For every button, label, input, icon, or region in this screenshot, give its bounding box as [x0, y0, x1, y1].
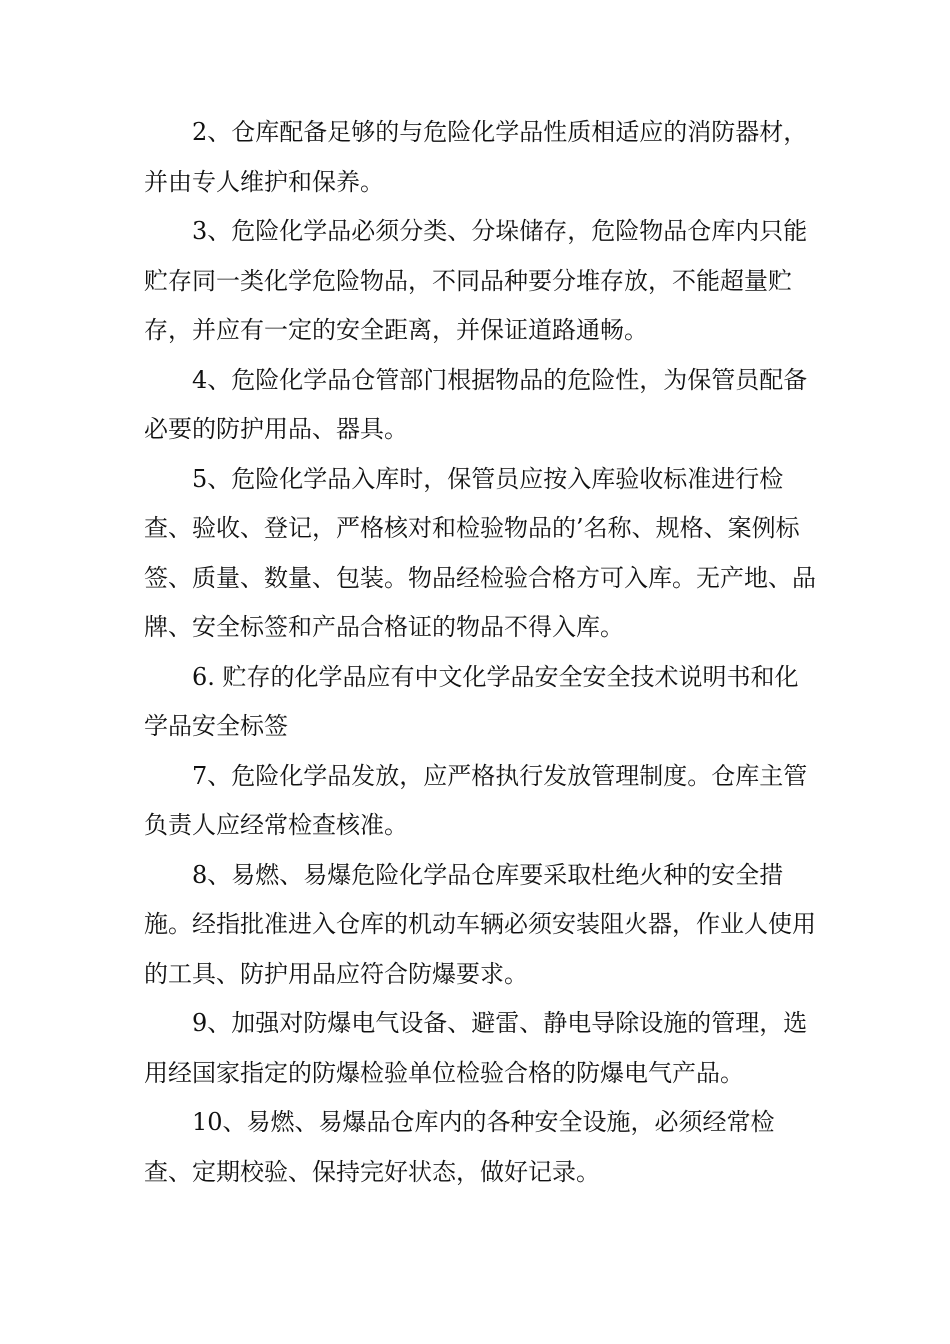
paragraph-item-5: 5、危险化学品入库时，保管员应按入库验收标准进行检查、验收、登记，严格核对和检验物品的’名称、规格、案例标签、质量、数量、包装。物品经检验合格方可入库。无产地、品牌、安全标签和产品合格证的物品不得入库。	[144, 464, 816, 641]
paragraph-item-8: 8、易燃、易爆危险化学品仓库要采取杜绝火种的安全措施。经指批准进入仓库的机动车辆必须安装阻火器，作业人使用的工具、防护用品应符合防爆要求。	[144, 860, 816, 988]
paragraph-item-3: 3、危险化学品必须分类、分垛储存，危险物品仓库内只能贮存同一类化学危险物品，不同品种要分堆存放，不能超量贮存，并应有一定的安全距离，并保证道路通畅。	[144, 217, 808, 344]
document-body	[144, 108, 816, 1197]
paragraph-item-2: 2、仓库配备足够的与危险化学品性质相适应的消防器材，并由专人维护和保养。	[144, 118, 808, 196]
paragraph-item-9: 9、加强对防爆电气设备、避雷、静电导除设施的管理，选用经国家指定的防爆检验单位检验合格的防爆电气产品。	[144, 1009, 808, 1087]
paragraph-item-6: 6. 贮存的化学品应有中文化学品安全安全技术说明书和化学品安全标签	[144, 662, 799, 740]
paragraph-item-10: 10、易燃、易爆品仓库内的各种安全设施，必须经常检查、定期校验、保持完好状态，做好记录。	[144, 1108, 775, 1186]
paragraph-item-4: 4、危险化学品仓管部门根据物品的危险性，为保管员配备必要的防护用品、器具。	[144, 365, 808, 443]
paragraph-item-7: 7、危险化学品发放，应严格执行发放管理制度。仓库主管负责人应经常检查核准。	[144, 761, 808, 839]
